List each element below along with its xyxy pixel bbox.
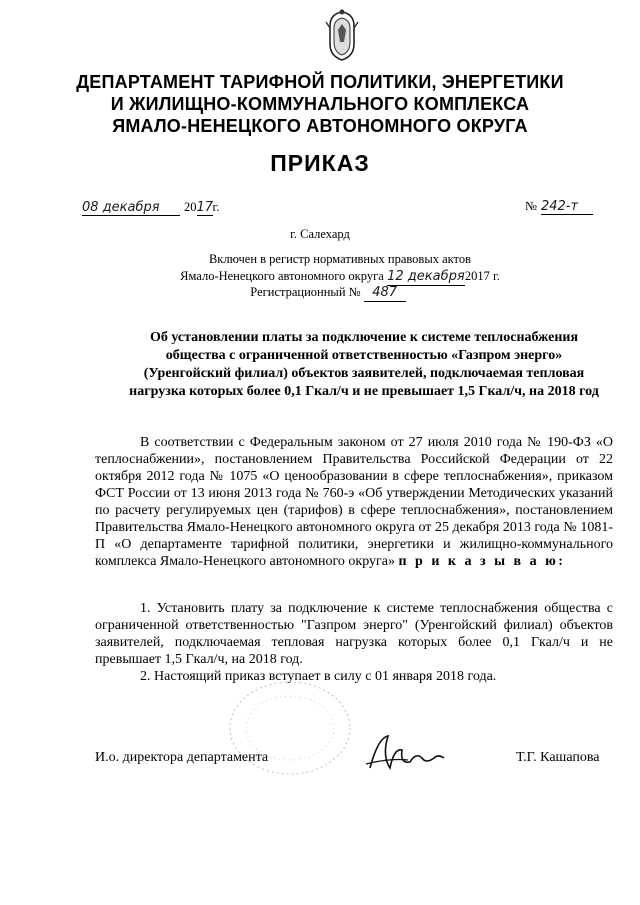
order-item-1: 1. Установить плату за подключение к системе теплоснабжения общества с ограниченной ответственностью "Газпром энерго" (Уренгойский филиал) объектов заявителей, подключаемая тепловая нагрузка которых более 0,1 Гкал/ч и не превышает 1,5 Гкал/ч, на 2018 год. (95, 601, 613, 667)
date-year-prefix: 20 (184, 200, 197, 214)
coat-of-arms-emblem (322, 8, 362, 64)
city: г. Салехард (290, 227, 350, 241)
order-item-2: 2. Настоящий приказ вступает в силу с 01 января 2018 года. (140, 669, 497, 684)
document-type-title: ПРИКАЗ (270, 150, 370, 176)
handwritten-year: 17 (196, 200, 214, 215)
preamble-text: В соответствии с Федеральным законом от 27 июля 2010 года № 190-ФЗ «О теплоснабжении», постановлением Правительства Российской Федерации от 22 октября 2012 года № 1075 «О ценообразовании в сфере теплоснабжения», приказом ФСТ России от 13 июня 2013 года № 760-э «Об утверждении Методических указаний по расчету регулируемых цен (тарифов) в сфере теплоснабжения», постановлением Правительства Ямало-Ненецкого автономного округа от 25 декабря 2013 года № 1081-П «О департаменте тарифной политики, энергетики и жилищно-коммунального комплекса Ямало-Ненецкого автономного округа» (95, 435, 613, 569)
registry-line1: Включен в регистр нормативных правовых актов (208, 252, 472, 266)
department-name-line3: ЯМАЛО-НЕНЕЦКОГО АВТОНОМНОГО ОКРУГА (112, 116, 528, 136)
registry-handwritten-number: 487 (364, 285, 406, 302)
handwritten-number: 242-т (541, 199, 593, 215)
title-line4: нагрузка которых более 0,1 Гкал/ч и не превышает 1,5 Гкал/ч, на 2018 год (129, 384, 599, 399)
department-name-line1: ДЕПАРТАМЕНТ ТАРИФНОЙ ПОЛИТИКИ, ЭНЕРГЕТИКИ (76, 72, 564, 92)
registry-number-label: Регистрационный № (250, 285, 361, 299)
registry-line2-prefix: Ямало-Ненецкого автономного округа (180, 269, 384, 283)
signatory-position: И.о. директора департамента (95, 750, 269, 765)
order-date (82, 198, 219, 216)
handwritten-signature (360, 728, 450, 778)
order-number (525, 197, 593, 215)
title-line1: Об установлении платы за подключение к системе теплоснабжения (149, 330, 579, 345)
date-year-suffix: г. (212, 200, 220, 214)
department-name-line2: И ЖИЛИЩНО-КОММУНАЛЬНОГО КОМПЛЕКСА (110, 94, 530, 114)
number-label: № (525, 199, 537, 213)
order-title (118, 329, 610, 401)
preamble-paragraph (95, 434, 613, 570)
title-line2: общества с ограниченной ответственностью «Газпром энерго» (165, 348, 563, 363)
title-line3: (Уренгойский филиал) объектов заявителей, подключаемая тепловая (143, 366, 585, 381)
registry-line2-suffix: 2017 г. (464, 269, 500, 283)
registry-handwritten-date: 12 декабря (387, 269, 465, 284)
registry-line3 (8, 284, 640, 302)
order-word: п р и к а з ы в а ю: (398, 554, 566, 569)
handwritten-date: 08 декабря (82, 200, 180, 216)
signatory-name: Т.Г. Кашапова (516, 750, 600, 765)
